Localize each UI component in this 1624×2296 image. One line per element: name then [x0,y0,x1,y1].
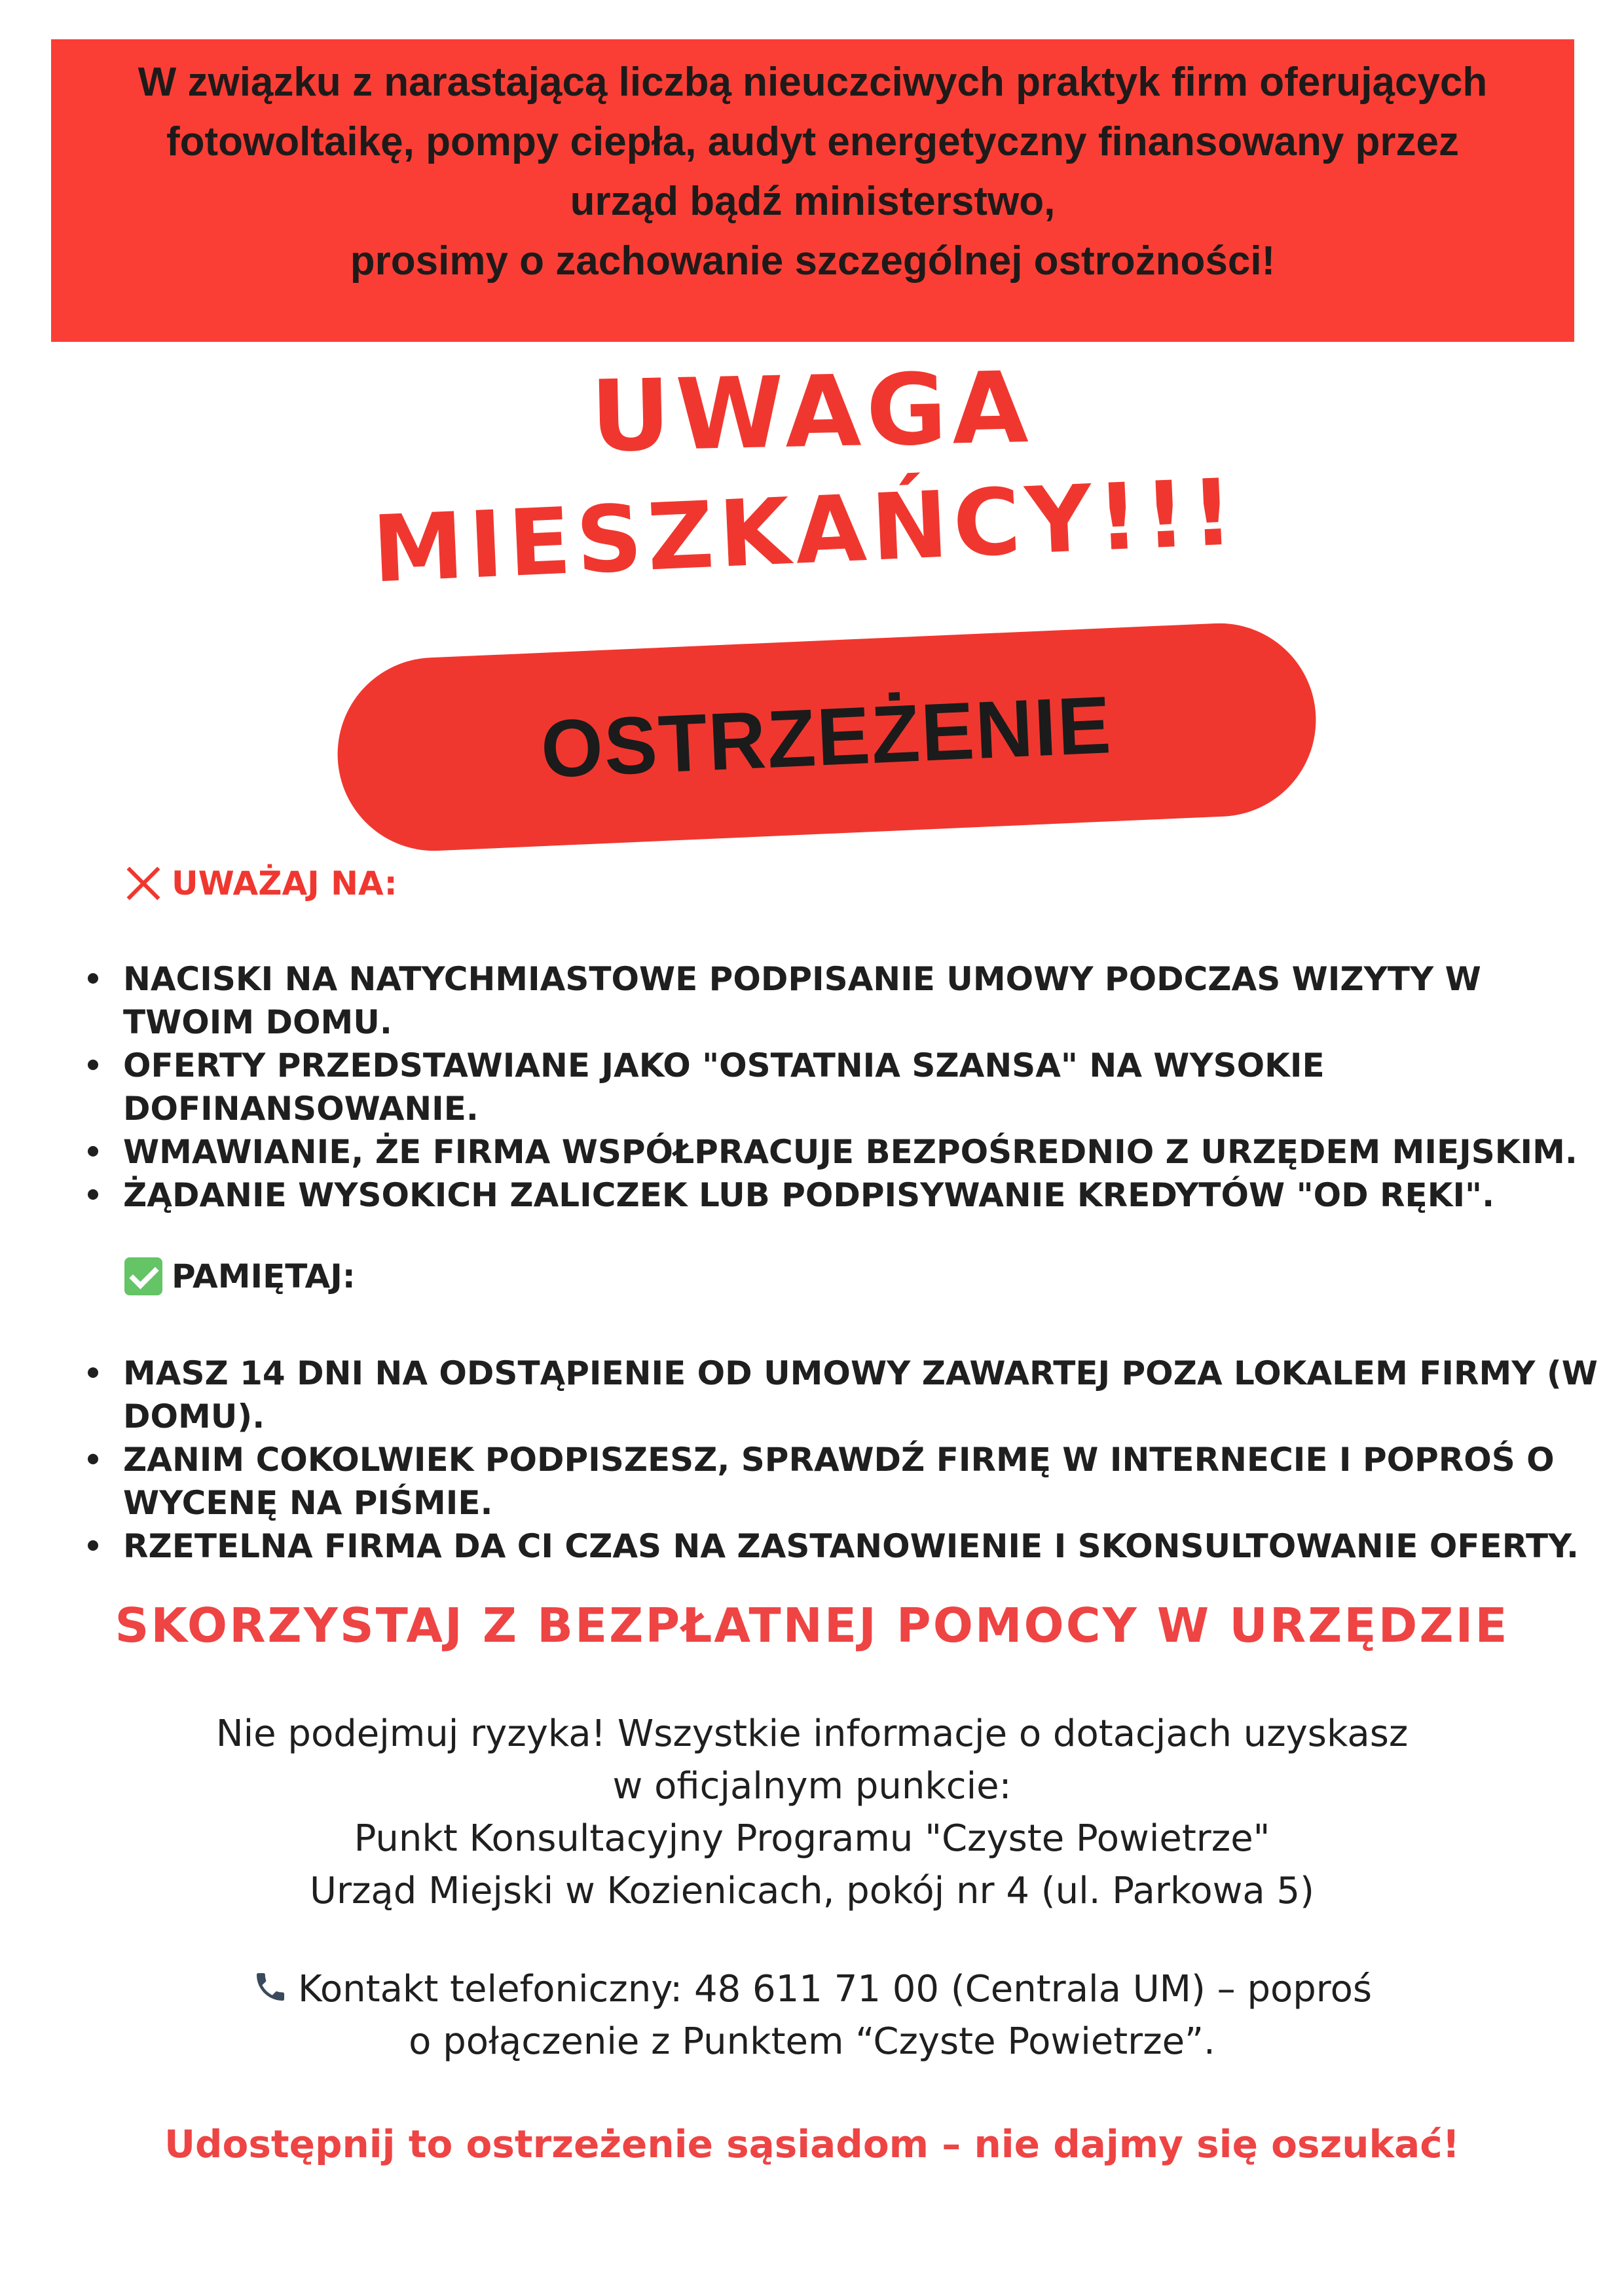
beware-list [85,957,1604,1217]
banner-line: urząd bądź ministerstwo, [570,179,1056,224]
remember-list [85,1352,1611,1568]
list-item: ZANIM COKOLWIEK PODPISZESZ, SPRAWDŹ FIRMĘ W INTERNECIE I POPROŚ O WYCENĘ NA PIŚMIE. [85,1438,1611,1525]
warning-pill [333,620,1320,855]
list-item: RZETELNA FIRMA DA CI CZAS NA ZASTANOWIENIE I SKONSULTOWANIE OFERTY. [85,1525,1611,1568]
title-uwaga: UWAGA [589,350,1035,475]
beware-heading-label: UWAŻAJ NA: [172,864,397,902]
contact-info [0,1963,1624,2068]
share-appeal: Udostępnij to ostrzeżenie sąsiadom – nie dajmy się oszukać! [164,2122,1460,2166]
remember-heading-label: PAMIĘTAJ: [172,1257,356,1295]
telephone-icon [252,1969,289,2005]
cross-mark-icon [124,864,162,902]
check-mark-icon [124,1257,162,1295]
consultation-info [0,1708,1624,1917]
beware-heading [124,864,397,902]
warning-pill-label: OSTRZEŻENIE [539,679,1115,795]
banner-line: W związku z narastającą liczbą nieuczciwych praktyk firm oferujących [138,60,1488,105]
remember-heading [124,1257,356,1295]
info-line: Nie podejmuj ryzyka! Wszystkie informacje o dotacjach uzyskasz [215,1713,1409,1755]
contact-line: o połączenie z Punktem “Czyste Powietrze”. [409,2020,1215,2063]
list-item: OFERTY PRZEDSTAWIANE JAKO "OSTATNIA SZANSA" NA WYSOKIE DOFINANSOWANIE. [85,1044,1604,1130]
list-item: ŻĄDANIE WYSOKICH ZALICZEK LUB PODPISYWANIE KREDYTÓW "OD RĘKI". [85,1174,1604,1217]
list-item: NACISKI NA NATYCHMIASTOWE PODPISANIE UMOWY PODCZAS WIZYTY W TWOIM DOMU. [85,957,1604,1044]
banner-line: prosimy o zachowanie szczególnej ostrożności! [350,238,1276,284]
contact-line: Kontakt telefoniczny: 48 611 71 00 (Centrala UM) – poproś [297,1968,1373,2010]
help-cta: SKORZYSTAJ Z BEZPŁATNEJ POMOCY W URZĘDZIE [115,1598,1509,1653]
list-item: WMAWIANIE, ŻE FIRMA WSPÓŁPRACUJE BEZPOŚREDNIO Z URZĘDEM MIEJSKIM. [85,1130,1604,1174]
title-mieszkancy: MIESZKAŃCY!!! [370,459,1241,604]
banner-line: fotowoltaikę, pompy ciepła, audyt energetyczny finansowany przez [166,119,1460,164]
info-line: w oficjalnym punkcie: [612,1765,1012,1807]
warning-banner [51,39,1574,342]
list-item: MASZ 14 DNI NA ODSTĄPIENIE OD UMOWY ZAWARTEJ POZA LOKALEM FIRMY (W DOMU). [85,1352,1611,1438]
info-line: Urząd Miejski w Kozienicach, pokój nr 4 (ul. Parkowa 5) [310,1870,1314,1912]
info-line: Punkt Konsultacyjny Programu "Czyste Powietrze" [354,1817,1270,1860]
